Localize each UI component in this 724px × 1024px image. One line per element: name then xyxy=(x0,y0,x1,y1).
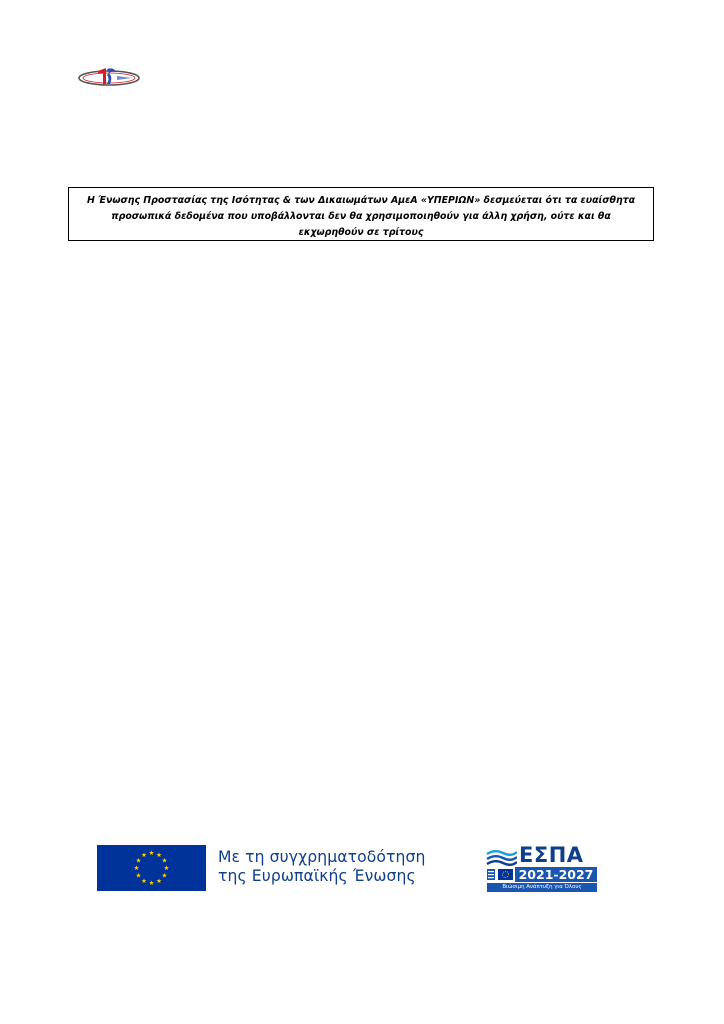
eu-text-line-2: της Ευρωπαϊκής Ένωσης xyxy=(218,867,416,885)
espa-years-bar xyxy=(515,867,597,882)
espa-wave-icon xyxy=(485,846,517,882)
notice-line-2: προσωπικά δεδομένα που υποβάλλονται δεν θα χρησιμοποιηθούν για άλλη χρήση, ούτε και θα xyxy=(111,211,611,222)
privacy-notice-box xyxy=(68,187,654,241)
espa-years: 2021-2027 xyxy=(518,867,594,882)
eu-flag-icon xyxy=(97,845,206,891)
hyperion-logo xyxy=(76,64,142,88)
espa-logo xyxy=(485,843,597,892)
espa-title: ΕΣΠΑ xyxy=(519,843,584,867)
privacy-notice-text xyxy=(79,193,643,241)
eu-text-line-1: Με τη συγχρηματοδότηση xyxy=(218,848,426,866)
eu-cofunding-text xyxy=(218,848,480,886)
espa-slogan-bar xyxy=(487,883,597,892)
notice-line-3: εκχωρηθούν σε τρίτους xyxy=(298,227,424,238)
notice-line-1: Η Ένωσης Προστασίας της Ισότητας & των Δικαιωμάτων ΑμεΑ «ΥΠΕΡΙΩΝ» δεσμεύεται ότι τα ευαίσθητα xyxy=(86,195,636,206)
espa-slogan: Βιώσιμη Ανάπτυξη για Όλους xyxy=(502,884,582,890)
